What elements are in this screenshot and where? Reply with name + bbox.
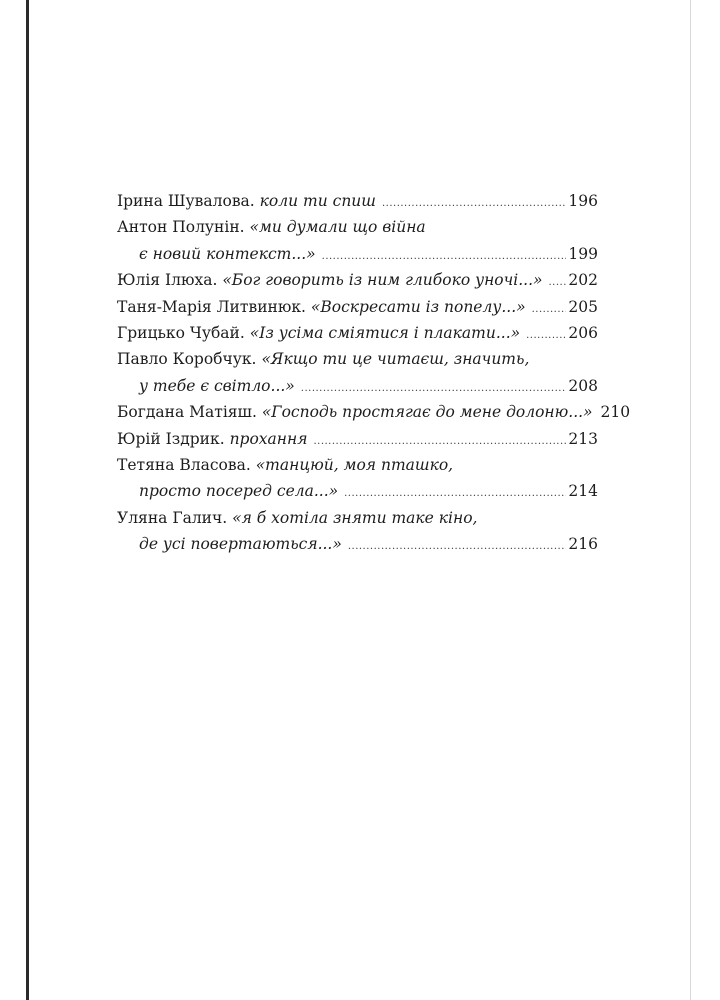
toc-entry bbox=[117, 267, 598, 293]
toc-title: «ми думали що війна bbox=[249, 218, 426, 237]
toc-title-continuation: у тебе є світло...» bbox=[139, 376, 295, 395]
toc-page-number: 213 bbox=[568, 429, 598, 448]
toc-title: «я б хотіла зняти таке кіно, bbox=[232, 508, 478, 527]
toc-author: Павло Коробчук. bbox=[117, 350, 257, 369]
toc-title: прохання bbox=[229, 429, 308, 448]
toc-title-continuation: просто посеред села...» bbox=[139, 482, 339, 501]
toc-entry bbox=[117, 294, 598, 320]
toc-title: «Бог говорить із ним глибоко уночі...» bbox=[222, 271, 543, 290]
toc-entry bbox=[117, 505, 598, 531]
toc-title: коли ти спиш bbox=[259, 192, 376, 210]
page-edge-right bbox=[690, 0, 691, 1000]
toc-title: «танцюй, моя пташко, bbox=[255, 455, 454, 474]
toc-author: Тетяна Власова. bbox=[117, 455, 251, 474]
toc-title: «Із усіма сміятися і плакати...» bbox=[249, 323, 521, 342]
toc-entry bbox=[117, 214, 598, 240]
dot-leader bbox=[548, 270, 566, 296]
dot-leader bbox=[348, 534, 567, 560]
toc-page-number: 210 bbox=[600, 403, 631, 422]
toc-author: Уляна Галич. bbox=[117, 508, 228, 527]
dot-leader bbox=[532, 297, 567, 323]
toc-entry-continuation bbox=[117, 478, 598, 504]
toc-author: Грицько Чубай. bbox=[117, 323, 245, 342]
toc-page-number: 216 bbox=[568, 535, 598, 554]
toc-entry-continuation bbox=[117, 531, 598, 557]
toc-entry bbox=[117, 188, 598, 214]
toc-entry bbox=[117, 346, 598, 372]
toc-author: Антон Полунін. bbox=[117, 218, 245, 237]
toc-title-continuation: є новий контекст...» bbox=[139, 244, 316, 263]
toc-page-number: 208 bbox=[568, 376, 598, 395]
toc-title: «Воскресати із попелу...» bbox=[310, 297, 526, 316]
toc-page-number: 206 bbox=[568, 323, 598, 342]
toc-entry bbox=[117, 399, 631, 425]
toc-author: Таня-Марія Литвинюк. bbox=[117, 297, 306, 316]
toc-page-number: 202 bbox=[568, 271, 598, 290]
toc-entry bbox=[117, 452, 598, 478]
toc-page-number: 205 bbox=[568, 297, 598, 316]
toc-author: Ірина Шувалова. bbox=[117, 192, 255, 210]
toc-entry-continuation bbox=[117, 373, 598, 399]
page-edge-left bbox=[26, 0, 29, 1000]
toc-entry-continuation bbox=[117, 241, 598, 267]
toc-entry bbox=[117, 426, 598, 452]
toc-page-number: 196 bbox=[568, 192, 598, 210]
toc-author: Богдана Матіяш. bbox=[117, 403, 257, 422]
toc-page-number: 214 bbox=[568, 482, 598, 501]
toc-title-continuation: де усі повертаються...» bbox=[139, 535, 342, 554]
toc-entry bbox=[117, 320, 598, 346]
toc-title: «Якщо ти це читаєш, значить, bbox=[261, 350, 530, 369]
toc-page-number: 199 bbox=[568, 244, 598, 263]
table-of-contents bbox=[117, 188, 631, 557]
toc-author: Юрій Іздрик. bbox=[117, 429, 225, 448]
toc-title: «Господь простягає до мене долоню...» bbox=[261, 403, 593, 422]
toc-author: Юлія Ілюха. bbox=[117, 271, 218, 290]
dot-leader bbox=[526, 323, 566, 349]
